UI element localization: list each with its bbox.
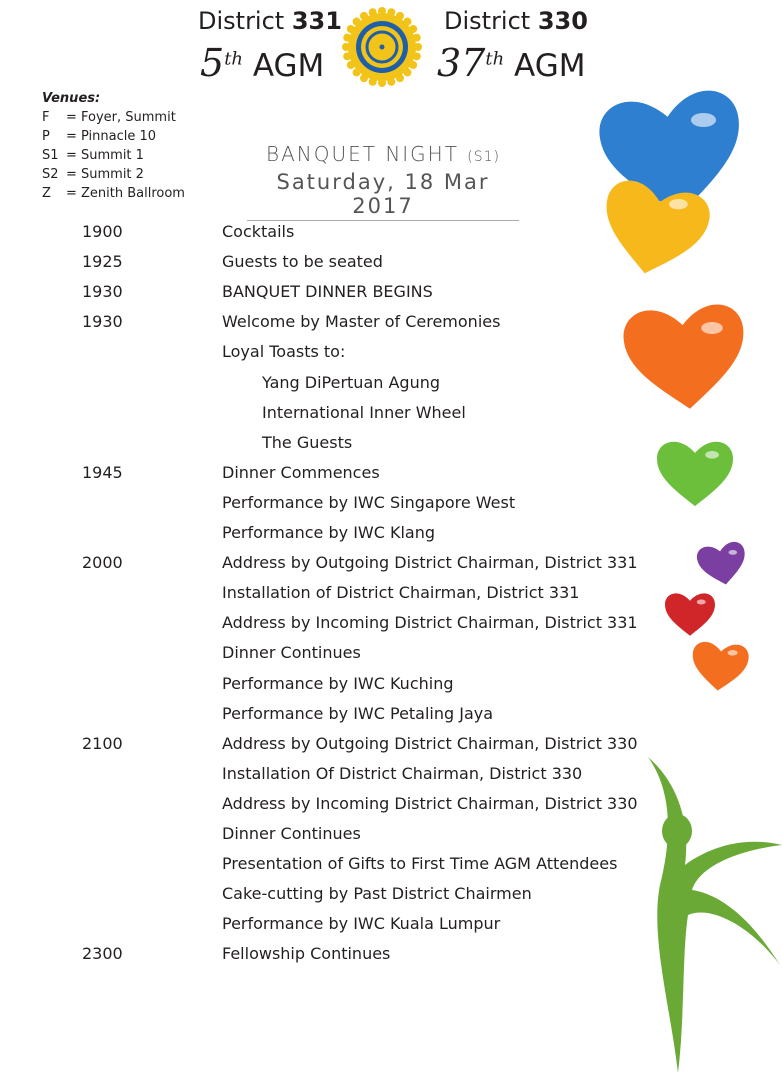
- heart-highlight: [728, 650, 738, 656]
- schedule-item: Fellowship Continues: [222, 944, 391, 964]
- schedule-item: Installation of District Chairman, District 331: [222, 583, 580, 603]
- schedule-item: Dinner Continues: [222, 643, 361, 663]
- schedule-item: The Guests: [262, 432, 353, 452]
- heart-highlight: [701, 322, 723, 334]
- schedule-time: 1930: [82, 312, 123, 332]
- schedule-item: Cake-cutting by Past District Chairmen: [222, 884, 532, 904]
- venue-equals: =: [66, 129, 77, 144]
- venue-name: Foyer, Summit: [81, 110, 176, 125]
- heart-highlight: [669, 199, 688, 209]
- schedule-item: Yang DiPertuan Agung: [262, 372, 441, 392]
- event-venue: (S1): [467, 149, 501, 165]
- schedule-time: 1900: [82, 222, 123, 241]
- schedule-item: Cocktails: [222, 222, 295, 241]
- heart-highlight: [728, 550, 737, 555]
- venue-code: F: [42, 110, 50, 125]
- venue-name: Pinnacle 10: [81, 129, 157, 144]
- venue-name: Summit 2: [81, 167, 144, 182]
- schedule-item: Performance by IWC Petaling Jaya: [222, 703, 494, 723]
- schedule-item: Performance by IWC Kuala Lumpur: [222, 914, 501, 934]
- schedule-time: 1945: [82, 462, 123, 482]
- venue-equals: =: [66, 148, 77, 163]
- schedule-item: Performance by IWC Singapore West: [222, 492, 516, 512]
- schedule-item: International Inner Wheel: [262, 402, 466, 422]
- ordinal-number: 37: [437, 41, 486, 85]
- schedule-item: Dinner Continues: [222, 824, 361, 843]
- schedule-time: 2300: [82, 944, 123, 964]
- schedule-item: Welcome by Master of Ceremonies: [222, 312, 501, 332]
- schedule-item: Address by Incoming District Chairman, District 331: [222, 613, 638, 633]
- heart-highlight: [697, 600, 706, 605]
- schedule-item: Address by Outgoing District Chairman, District 330: [222, 733, 638, 753]
- schedule-item: Address by Outgoing District Chairman, District 331: [222, 553, 638, 573]
- ordinal-suffix: th: [485, 48, 505, 70]
- heart-purple-icon: [695, 540, 749, 588]
- venue-equals: =: [66, 110, 77, 125]
- heart-green-icon: [657, 442, 733, 506]
- venue-code: S1: [42, 148, 59, 163]
- ordinal-suffix: th: [224, 48, 244, 70]
- event-name: BANQUET NIGHT: [265, 142, 459, 166]
- venue-name: Zenith Ballroom: [81, 186, 185, 201]
- district-text: District: [198, 7, 285, 35]
- heart-highlight: [691, 113, 716, 127]
- venue-name: Summit 1: [81, 148, 144, 163]
- venue-code: S2: [42, 167, 59, 182]
- schedule-time: 2100: [82, 733, 123, 753]
- schedule-time: 1925: [82, 252, 123, 272]
- schedule-item: Address by Incoming District Chairman, District 330: [222, 793, 638, 813]
- heart-orange-icon: [621, 302, 749, 414]
- district-number: 331: [291, 7, 342, 35]
- schedule-item: Guests to be seated: [222, 252, 383, 272]
- heart-red-icon: [665, 593, 715, 635]
- heart-orange-small-icon: [690, 641, 750, 693]
- agm-text: AGM: [514, 48, 586, 84]
- district-text: District: [444, 7, 531, 35]
- schedule-item: Performance by IWC Klang: [222, 523, 436, 542]
- heart-highlight: [705, 451, 719, 459]
- district-number: 330: [537, 7, 588, 35]
- event-date: Saturday, 18 Mar 2017: [247, 170, 519, 221]
- venue-equals: =: [66, 167, 77, 182]
- schedule-item: BANQUET DINNER BEGINS: [222, 282, 433, 302]
- schedule-item: Loyal Toasts to:: [222, 342, 346, 362]
- agm-text: AGM: [252, 48, 325, 84]
- schedule-item: Presentation of Gifts to First Time AGM Attendees: [222, 854, 618, 874]
- schedule-time: 2000: [82, 553, 123, 573]
- venues-title: Venues:: [42, 91, 101, 106]
- leaping-figure-icon: [630, 755, 782, 1076]
- schedule-item: Performance by IWC Kuching: [222, 673, 454, 693]
- schedule-time: 1930: [82, 282, 123, 302]
- ordinal-number: 5: [200, 41, 225, 85]
- venue-equals: =: [66, 186, 77, 201]
- venue-code: P: [42, 129, 50, 144]
- schedule-item: Dinner Commences: [222, 462, 380, 482]
- schedule-item: Installation Of District Chairman, District 330: [222, 763, 583, 783]
- venue-code: Z: [42, 186, 51, 201]
